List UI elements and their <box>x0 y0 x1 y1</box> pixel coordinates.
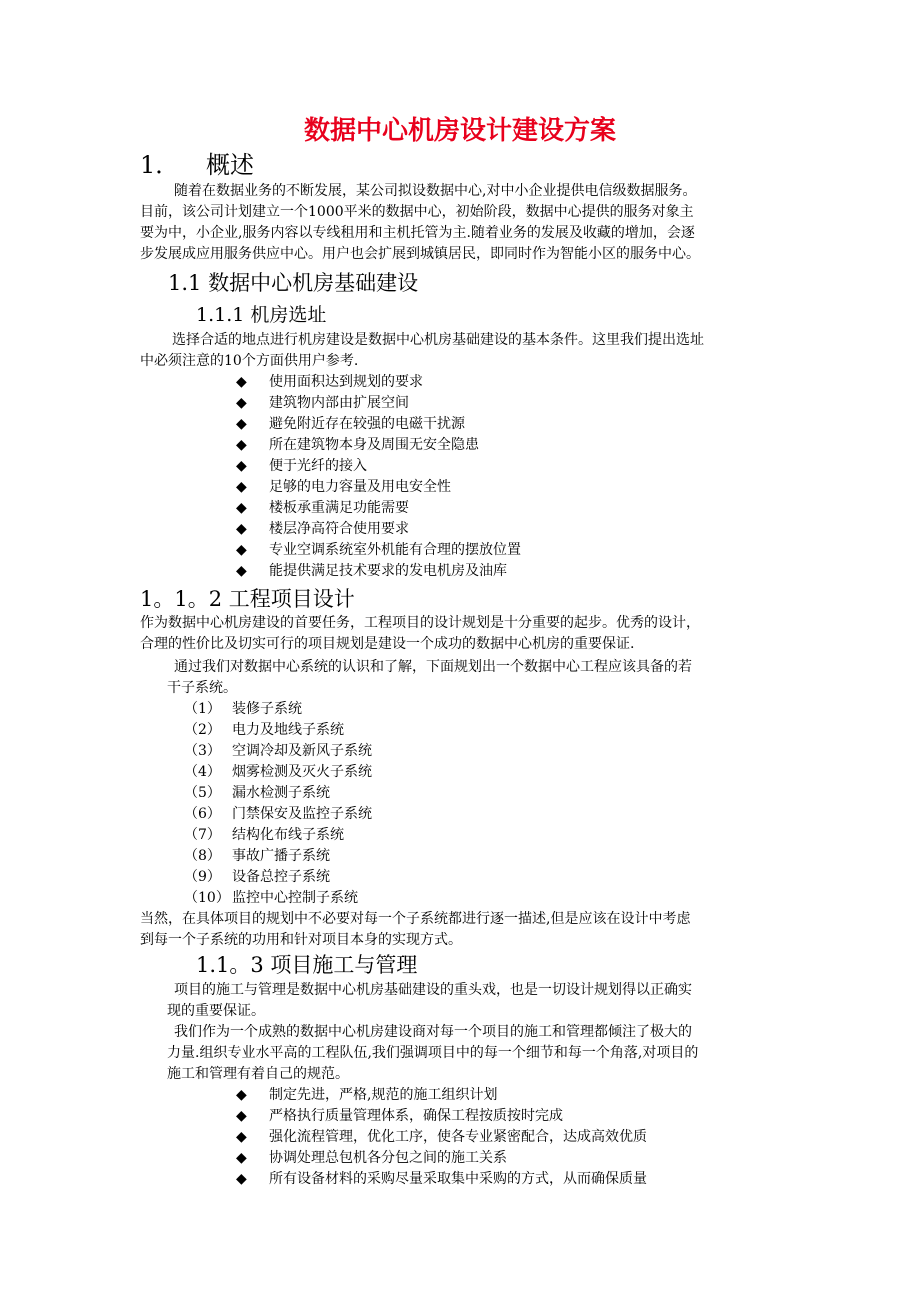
item-number: （9） <box>184 869 221 885</box>
section-1-heading <box>140 150 254 180</box>
list-item <box>184 888 372 909</box>
diamond-bullet-icon: ◆ <box>236 1150 247 1166</box>
overview-line-1: 随着在数据业务的不断发展，某公司拟设数据中心,对中小企业提供电信级数据服务。 <box>174 183 697 199</box>
item-label: 事故广播子系统 <box>232 848 330 864</box>
site-requirements-list <box>236 372 521 582</box>
diamond-bullet-icon: ◆ <box>236 395 247 411</box>
item-number: （4） <box>184 764 221 780</box>
item-label: 漏水检测子系统 <box>232 785 330 801</box>
section-title: 概述 <box>206 151 254 179</box>
item-label: 设备总控子系统 <box>232 869 330 885</box>
list-item <box>184 720 372 741</box>
item-number: （7） <box>184 827 221 843</box>
document-title: 数据中心机房设计建设方案 <box>303 116 616 146</box>
section-1-1-3-heading: 1.1。3 项目施工与管理 <box>196 953 418 977</box>
diamond-bullet-icon: ◆ <box>236 437 247 453</box>
design-line-4: 干子系统。 <box>167 680 237 696</box>
list-item: ◆ 避免附近存在较强的电磁干扰源 <box>236 414 521 435</box>
overview-line-3: 要为中，小企业,服务内容以专线租用和主机托管为主.随着业务的发展及收藏的增加，会逐 <box>140 225 695 241</box>
item-number: （6） <box>184 806 221 822</box>
list-item <box>184 846 372 867</box>
section-1-1-2-heading: 1。1。2 工程项目设计 <box>140 587 355 611</box>
diamond-bullet-icon: ◆ <box>236 479 247 495</box>
construction-measures-list <box>236 1085 647 1190</box>
list-item: ◆ 所有设备材料的采购尽量采取集中采购的方式，从而确保质量 <box>236 1169 647 1190</box>
construction-line-1: 项目的施工与管理是数据中心机房基础建设的重头戏，也是一切设计规划得以正确实 <box>174 982 692 998</box>
diamond-bullet-icon: ◆ <box>236 521 247 537</box>
item-number: （2） <box>184 722 221 738</box>
list-item: ◆ 能提供满足技术要求的发电机房及油库 <box>236 561 521 582</box>
item-number: （3） <box>184 743 221 759</box>
construction-line-3: 我们作为一个成熟的数据中心机房建设商对每一个项目的施工和管理都倾注了极大的 <box>174 1024 692 1040</box>
item-label: 装修子系统 <box>232 701 302 717</box>
list-item: ◆ 严格执行质量管理体系，确保工程按质按时完成 <box>236 1106 647 1127</box>
design-line-2: 合理的性价比及切实可行的项目规划是建设一个成功的数据中心机房的重要保证. <box>140 636 635 652</box>
construction-line-4: 力量.组织专业水平高的工程队伍,我们强调项目中的每一个细节和每一个角落,对项目的 <box>167 1045 699 1061</box>
section-number: 1． <box>140 151 180 179</box>
site-selection-line-2: 中必须注意的10个方面供用户参考. <box>140 353 359 369</box>
diamond-bullet-icon: ◆ <box>236 1171 247 1187</box>
diamond-bullet-icon: ◆ <box>236 1087 247 1103</box>
list-item: ◆ 楼板承重满足功能需要 <box>236 498 521 519</box>
list-item <box>184 762 372 783</box>
list-item: ◆ 使用面积达到规划的要求 <box>236 372 521 393</box>
construction-line-2: 现的重要保证。 <box>167 1003 265 1019</box>
list-item: ◆ 强化流程管理，优化工序，使各专业紧密配合，达成高效优质 <box>236 1127 647 1148</box>
list-item <box>184 867 372 888</box>
design-line-1: 作为数据中心机房建设的首要任务，工程项目的设计规划是十分重要的起步。优秀的设计， <box>140 615 700 631</box>
diamond-bullet-icon: ◆ <box>236 500 247 516</box>
item-number: （8） <box>184 848 221 864</box>
diamond-bullet-icon: ◆ <box>236 458 247 474</box>
overview-line-2: 目前，该公司计划建立一个1000平米的数据中心，初始阶段，数据中心提供的服务对象主 <box>140 204 694 220</box>
subsystem-list <box>184 699 372 909</box>
section-1-1-heading: 1.1 数据中心机房基础建设 <box>168 271 419 295</box>
diamond-bullet-icon: ◆ <box>236 1108 247 1124</box>
diamond-bullet-icon: ◆ <box>236 542 247 558</box>
list-item: ◆ 楼层净高符合使用要求 <box>236 519 521 540</box>
list-item: ◆ 制定先进，严格,规范的施工组织计划 <box>236 1085 647 1106</box>
diamond-bullet-icon: ◆ <box>236 374 247 390</box>
list-item <box>184 783 372 804</box>
list-item: ◆ 建筑物内部由扩展空间 <box>236 393 521 414</box>
design-line-6: 到每一个子系统的功用和针对项目本身的实现方式。 <box>140 932 462 948</box>
item-label: 电力及地线子系统 <box>232 722 344 738</box>
item-number: （10） <box>184 890 230 906</box>
design-line-5: 当然，在具体项目的规划中不必要对每一个子系统都进行逐一描述,但是应该在设计中考虑 <box>140 911 691 927</box>
diamond-bullet-icon: ◆ <box>236 1129 247 1145</box>
item-number: （5） <box>184 785 221 801</box>
item-label: 烟雾检测及灭火子系统 <box>232 764 372 780</box>
section-1-1-1-heading: 1.1.1 机房选址 <box>196 304 327 326</box>
item-label: 结构化布线子系统 <box>232 827 344 843</box>
list-item: ◆ 协调处理总包机各分包之间的施工关系 <box>236 1148 647 1169</box>
list-item: ◆ 专业空调系统室外机能有合理的摆放位置 <box>236 540 521 561</box>
item-label: 空调冷却及新风子系统 <box>232 743 372 759</box>
design-line-3: 通过我们对数据中心系统的认识和了解，下面规划出一个数据中心工程应该具备的若 <box>174 659 692 675</box>
list-item <box>184 699 372 720</box>
list-item: ◆ 足够的电力容量及用电安全性 <box>236 477 521 498</box>
diamond-bullet-icon: ◆ <box>236 563 247 579</box>
construction-line-5: 施工和管理有着自己的规范。 <box>167 1066 349 1082</box>
site-selection-line-1: 选择合适的地点进行机房建设是数据中心机房基础建设的基本条件。这里我们提出选址 <box>172 332 704 348</box>
list-item: ◆ 便于光纤的接入 <box>236 456 521 477</box>
diamond-bullet-icon: ◆ <box>236 416 247 432</box>
list-item <box>184 804 372 825</box>
item-label: 门禁保安及监控子系统 <box>232 806 372 822</box>
list-item <box>184 825 372 846</box>
list-item: ◆ 所在建筑物本身及周围无安全隐患 <box>236 435 521 456</box>
list-item <box>184 741 372 762</box>
item-label: 监控中心控制子系统 <box>232 890 358 906</box>
item-number: （1） <box>184 701 221 717</box>
overview-line-4: 步发展成应用服务供应中心。用户也会扩展到城镇居民，即同时作为智能小区的服务中心。 <box>140 246 700 262</box>
